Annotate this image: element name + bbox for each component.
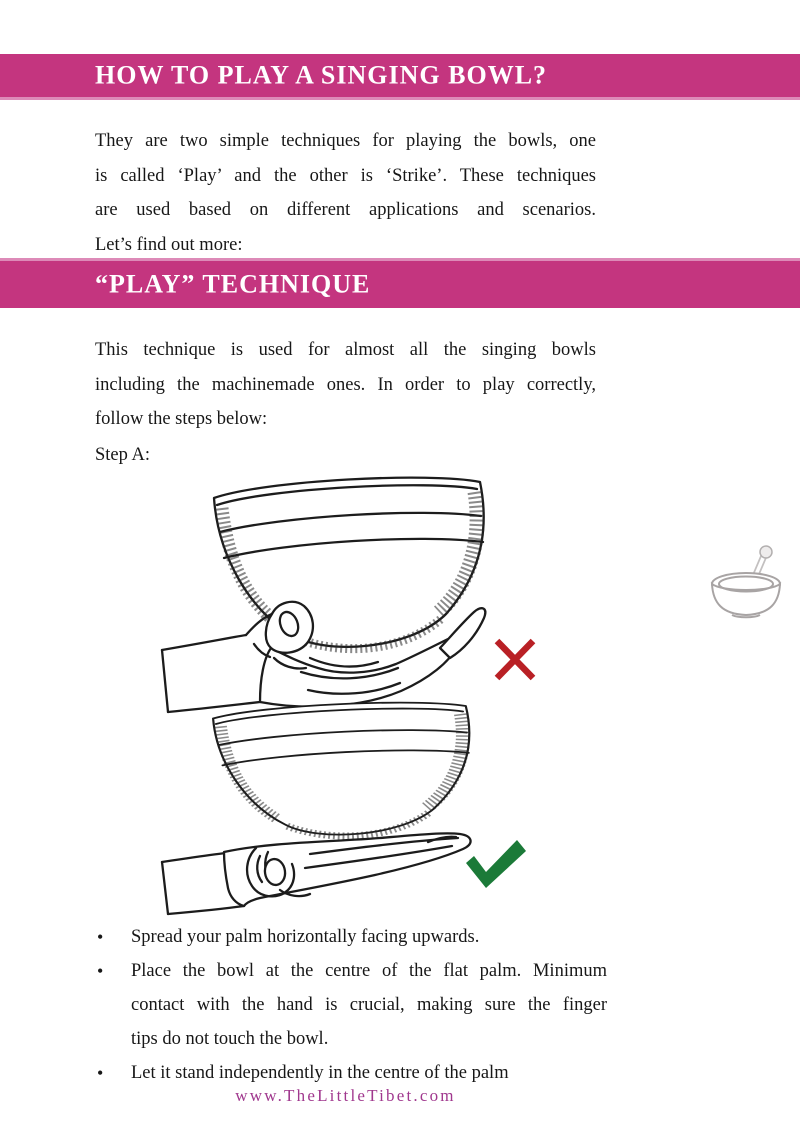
footer-website-link[interactable]: www.TheLittleTibet.com [235, 1086, 456, 1105]
red-cross-icon [492, 634, 538, 684]
chapter-title: HOW TO PLAY A SINGING BOWL? [95, 59, 548, 89]
chapter-banner [0, 54, 800, 100]
list-item [95, 920, 607, 954]
list-item-line: contact with the hand is crucial, making sure the finger [131, 995, 607, 1015]
list-item-line: Let it stand independently in the centre of the palm [131, 1063, 509, 1083]
step-label: Step A: [95, 445, 150, 465]
list-item [95, 1056, 607, 1090]
paragraph-line: They are two simple techniques for playing the bowls, one [95, 131, 596, 151]
technique-paragraph [95, 333, 596, 437]
list-item-line: Place the bowl at the centre of the flat palm. Minimum [131, 961, 607, 981]
paragraph-line: follow the steps below: [95, 409, 268, 429]
paragraph-line: are used based on different applications and scenarios. [95, 200, 596, 220]
green-check-icon [463, 838, 529, 890]
paragraph-line: This technique is used for almost all the singing bowls [95, 340, 596, 360]
bullet-icon: • [97, 927, 104, 947]
paragraph-line: including the machinemade ones. In order to play correctly, [95, 374, 596, 395]
section-title: “PLAY” TECHNIQUE [95, 268, 371, 298]
paragraph-line: is called ‘Play’ and the other is ‘Strike’. These techniques [95, 165, 596, 186]
footer [95, 1086, 596, 1106]
list-item-line: Spread your palm horizontally facing upwards. [131, 927, 480, 947]
paragraph-line: Let’s find out more: [95, 234, 243, 255]
section-banner [0, 258, 800, 308]
bullet-icon: • [97, 1063, 104, 1083]
bullet-icon: • [97, 961, 104, 981]
list-item [95, 954, 607, 1056]
singing-bowl-icon [702, 544, 792, 630]
list-item-line: tips do not touch the bowl. [131, 1029, 329, 1049]
instruction-list [95, 920, 607, 1090]
intro-paragraph [95, 124, 596, 262]
correct-hold-illustration [160, 692, 510, 920]
